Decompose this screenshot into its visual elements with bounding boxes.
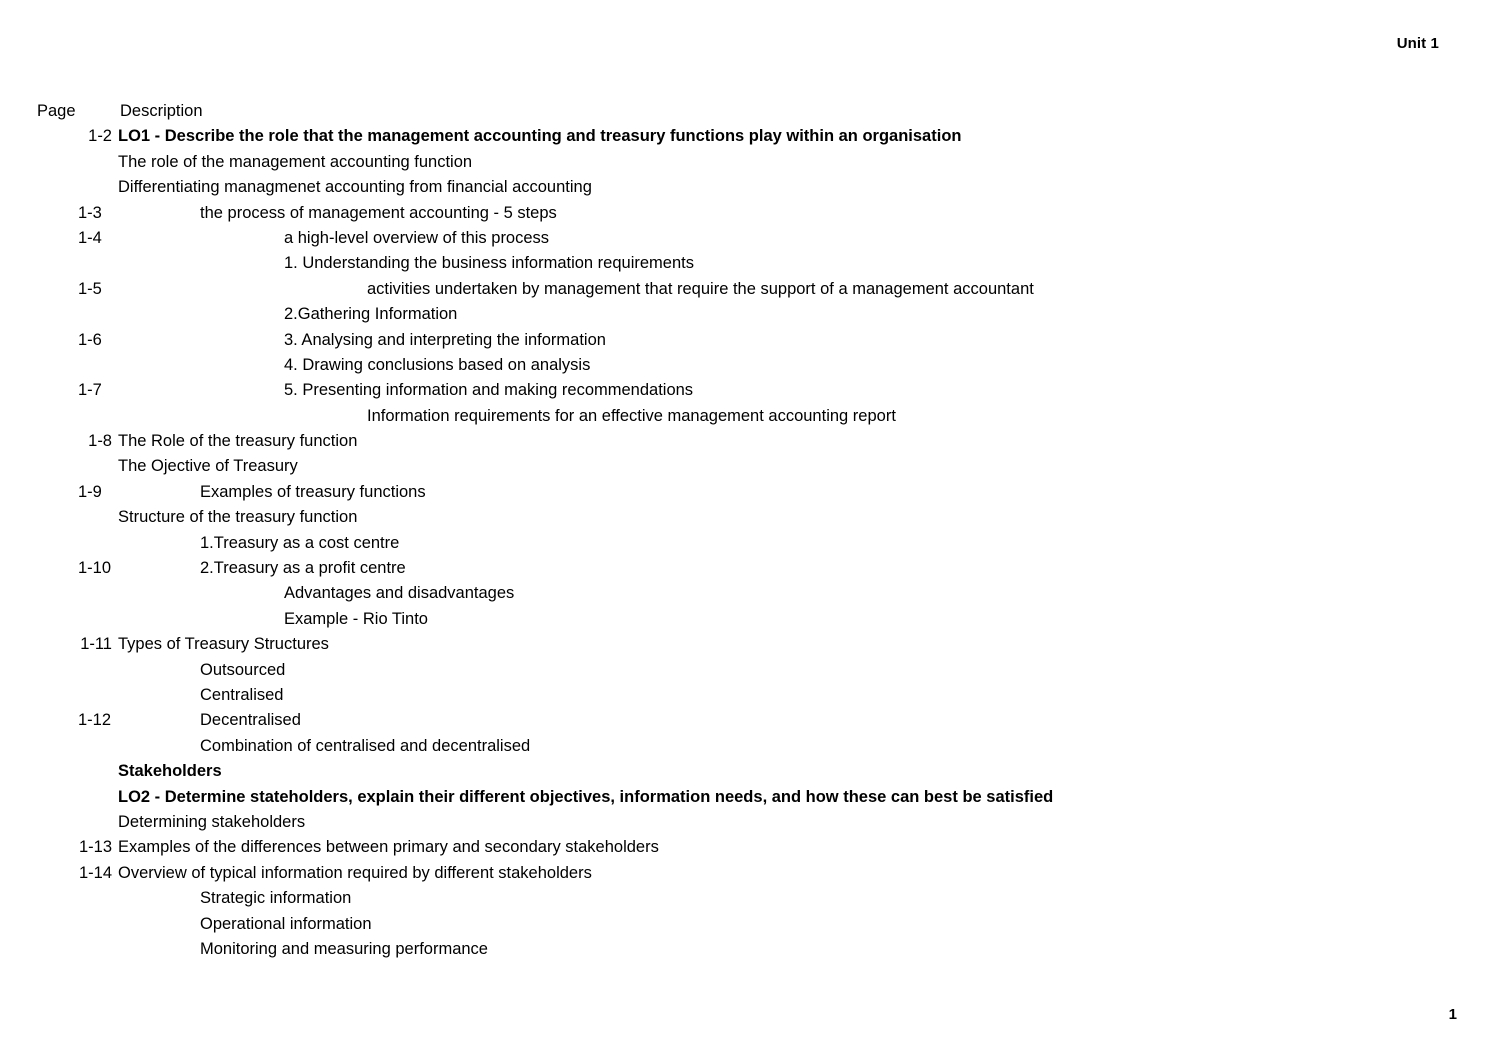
table-of-contents	[0, 99, 1497, 962]
row-description: Strategic information	[200, 889, 352, 908]
row-description: The role of the management accounting function	[118, 152, 473, 171]
table-row	[0, 328, 1497, 353]
row-page-number: 1-6	[78, 330, 102, 349]
table-row	[0, 810, 1497, 835]
table-row	[0, 785, 1497, 810]
row-description: The Role of the treasury function	[118, 432, 358, 451]
table-row	[0, 302, 1497, 327]
row-description: 1. Understanding the business information requirements	[284, 254, 694, 273]
row-description: Information requirements for an effective management accounting report	[367, 406, 896, 425]
table-row	[0, 226, 1497, 251]
row-description: Combination of centralised and decentralised	[200, 736, 531, 755]
table-row	[0, 480, 1497, 505]
row-description: Stakeholders	[118, 762, 222, 781]
row-description: activities undertaken by management that require the support of a management accountant	[367, 279, 1034, 298]
row-page-number: 1-13	[78, 838, 112, 857]
table-row	[0, 759, 1497, 784]
row-description: Types of Treasury Structures	[118, 635, 329, 654]
table-row	[0, 429, 1497, 454]
table-row	[0, 607, 1497, 632]
row-description: 3. Analysing and interpreting the information	[284, 330, 606, 349]
table-row	[0, 124, 1497, 149]
row-description: a high-level overview of this process	[284, 228, 550, 247]
table-row	[0, 683, 1497, 708]
column-header-page: Page	[37, 102, 76, 120]
table-row	[0, 251, 1497, 276]
row-page-number: 1-3	[78, 203, 102, 222]
row-description: 5. Presenting information and making recommendations	[284, 381, 694, 400]
row-description: Monitoring and measuring performance	[200, 939, 488, 958]
row-description: Operational information	[200, 914, 372, 933]
table-row	[0, 632, 1497, 657]
row-page-number: 1-7	[78, 381, 102, 400]
table-row	[0, 734, 1497, 759]
row-page-number: 1-11	[80, 635, 112, 654]
table-row	[0, 581, 1497, 606]
row-page-number: 1-4	[78, 228, 102, 247]
row-description: LO1 - Describe the role that the management accounting and treasury functions play within an organisation	[118, 127, 962, 146]
table-row	[0, 201, 1497, 226]
table-row	[0, 658, 1497, 683]
table-row	[0, 404, 1497, 429]
row-description: Examples of the differences between primary and secondary stakeholders	[118, 838, 659, 857]
table-header-row	[0, 99, 1497, 124]
table-row	[0, 505, 1497, 530]
column-header-description: Description	[120, 102, 203, 120]
row-page-number: 1-5	[78, 279, 102, 298]
row-description: 4. Drawing conclusions based on analysis	[284, 355, 591, 374]
table-row	[0, 886, 1497, 911]
table-row	[0, 454, 1497, 479]
row-description: Example - Rio Tinto	[284, 609, 428, 628]
table-row	[0, 835, 1497, 860]
row-description: Advantages and disadvantages	[284, 584, 515, 603]
row-description: The Ojective of Treasury	[118, 457, 298, 476]
table-row	[0, 861, 1497, 886]
row-description: Differentiating managmenet accounting from financial accounting	[118, 178, 592, 197]
row-description: Structure of the treasury function	[118, 508, 358, 527]
row-description: the process of management accounting - 5 steps	[200, 203, 557, 222]
row-description: Decentralised	[200, 711, 301, 730]
table-row	[0, 708, 1497, 733]
table-row	[0, 277, 1497, 302]
row-page-number: 1-9	[78, 482, 102, 501]
document-footer-page-number: 1	[1448, 1006, 1457, 1023]
row-description: LO2 - Determine stateholders, explain their different objectives, information needs, and how these can best be satisfied	[118, 787, 1054, 806]
table-row	[0, 378, 1497, 403]
row-description: Outsourced	[200, 660, 286, 679]
row-page-number: 1-8	[88, 432, 112, 451]
row-page-number: 1-10	[78, 559, 112, 578]
table-row	[0, 531, 1497, 556]
row-description: Overview of typical information required by different stakeholders	[118, 863, 592, 882]
table-body	[0, 124, 1497, 962]
row-description: Centralised	[200, 685, 284, 704]
row-description: 2.Gathering Information	[284, 305, 458, 324]
row-description: 1.Treasury as a cost centre	[200, 533, 400, 552]
table-row	[0, 353, 1497, 378]
table-row	[0, 150, 1497, 175]
row-description: 2.Treasury as a profit centre	[200, 559, 406, 578]
row-description: Examples of treasury functions	[200, 482, 426, 501]
document-header-unit-label: Unit 1	[1396, 35, 1439, 52]
row-description: Determining stakeholders	[118, 812, 306, 831]
table-row	[0, 556, 1497, 581]
table-row	[0, 175, 1497, 200]
table-row	[0, 912, 1497, 937]
row-page-number: 1-2	[88, 127, 112, 146]
table-row	[0, 937, 1497, 962]
row-page-number: 1-12	[78, 711, 112, 730]
row-page-number: 1-14	[78, 863, 112, 882]
